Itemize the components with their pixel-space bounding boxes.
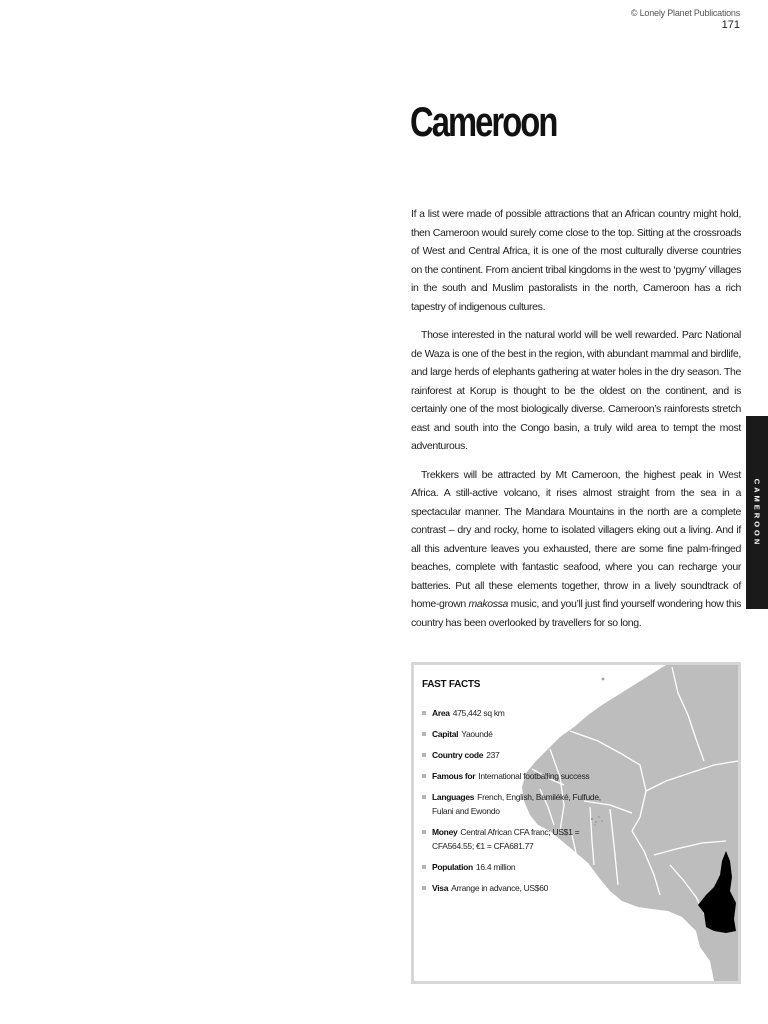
fact-label: Money	[432, 827, 458, 837]
intro-text	[411, 205, 741, 642]
bullet-icon	[422, 830, 426, 834]
fact-value: International footballing success	[478, 771, 590, 781]
fact-country-code	[422, 748, 607, 762]
bullet-icon	[422, 774, 426, 778]
fast-facts-list	[422, 679, 607, 902]
fast-facts-box	[411, 662, 741, 984]
chapter-thumb-tab	[746, 416, 768, 609]
fact-label: Famous for	[432, 771, 476, 781]
fact-capital	[422, 727, 607, 741]
fact-value: Arrange in advance, US$60	[451, 883, 549, 893]
fact-label: Capital	[432, 729, 459, 739]
fact-population	[422, 860, 607, 874]
fact-languages	[422, 790, 607, 818]
fact-value: Yaoundé	[461, 729, 493, 739]
fact-value: 237	[486, 750, 500, 760]
fact-value: Central African CFA franc; US$1 = CFA564.55; €1 = CFA681.77	[432, 827, 580, 851]
fact-label: Visa	[432, 883, 449, 893]
fact-famous-for	[422, 769, 607, 783]
bullet-icon	[422, 865, 426, 869]
copyright-notice: © Lonely Planet Publications	[630, 8, 740, 18]
fact-visa	[422, 881, 607, 895]
paragraph-3-italic: makossa	[468, 598, 509, 610]
chapter-tab-label: CAMEROON	[752, 478, 762, 547]
page-header	[631, 8, 740, 31]
paragraph-3-before: Trekkers will be attracted by Mt Cameroon, the highest peak in West Africa. A still-active volcano, it rises almost straight from the sea in a spectacular manner. The Mandara Mountains in the north are a complete contrast – dry and rocky, home to isolated villagers eking out a living. And if all this adventure leaves you exhausted, there are some fine palm-fringed beaches, complete with fantastic seafood, where you can recharge your batteries. Put all these elements together, throw in a lively soundtrack of home-grown	[411, 468, 741, 610]
fact-area	[422, 706, 607, 720]
fact-label: Area	[432, 708, 450, 718]
bullet-icon	[422, 753, 426, 757]
paragraph-3-after: music, and you’ll just find yourself wondering how this country has been overlooked by travellers for so long.	[411, 598, 741, 629]
bullet-icon	[422, 711, 426, 715]
paragraph-2: Those interested in the natural world will be well rewarded. Parc National de Waza is one of the best in the region, with abundant mammal and birdlife, and large herds of elephants gathering at water holes in the dry season. The rainforest at Korup is thought to be the oldest on the continent, and is certainly one of the most biologically diverse. Cameroon’s rainforests stretch east and south into the Congo basin, a truly wild area to tempt the most adventurous.	[411, 329, 741, 452]
fact-label: Country code	[432, 750, 484, 760]
bullet-icon	[422, 732, 426, 736]
bullet-icon	[422, 886, 426, 890]
chapter-title: Cameroon	[410, 98, 557, 145]
fact-money	[422, 825, 607, 853]
fact-label: Population	[432, 862, 473, 872]
paragraph-1: If a list were made of possible attractions that an African country might hold, then Cameroon would surely come close to the top. Sitting at the crossroads of West and Central Africa, it is one of the most culturally diverse countries on the continent. From ancient tribal kingdoms in the west to ‘pygmy’ villages in the south and Muslim pastoralists in the north, Cameroon has a rich tapestry of indigenous cultures.	[411, 208, 741, 313]
fact-label: Languages	[432, 792, 475, 802]
paragraph-3	[411, 466, 741, 633]
fact-value: 475,442 sq km	[452, 708, 505, 718]
fact-value: French, English, Bamiléké, Fulfude, Fulani and Ewondo	[432, 792, 601, 816]
fast-facts-title: FAST FACTS	[422, 679, 481, 690]
fact-value: 16.4 million	[475, 862, 516, 872]
bullet-icon	[422, 795, 426, 799]
page-number: 171	[721, 19, 740, 31]
